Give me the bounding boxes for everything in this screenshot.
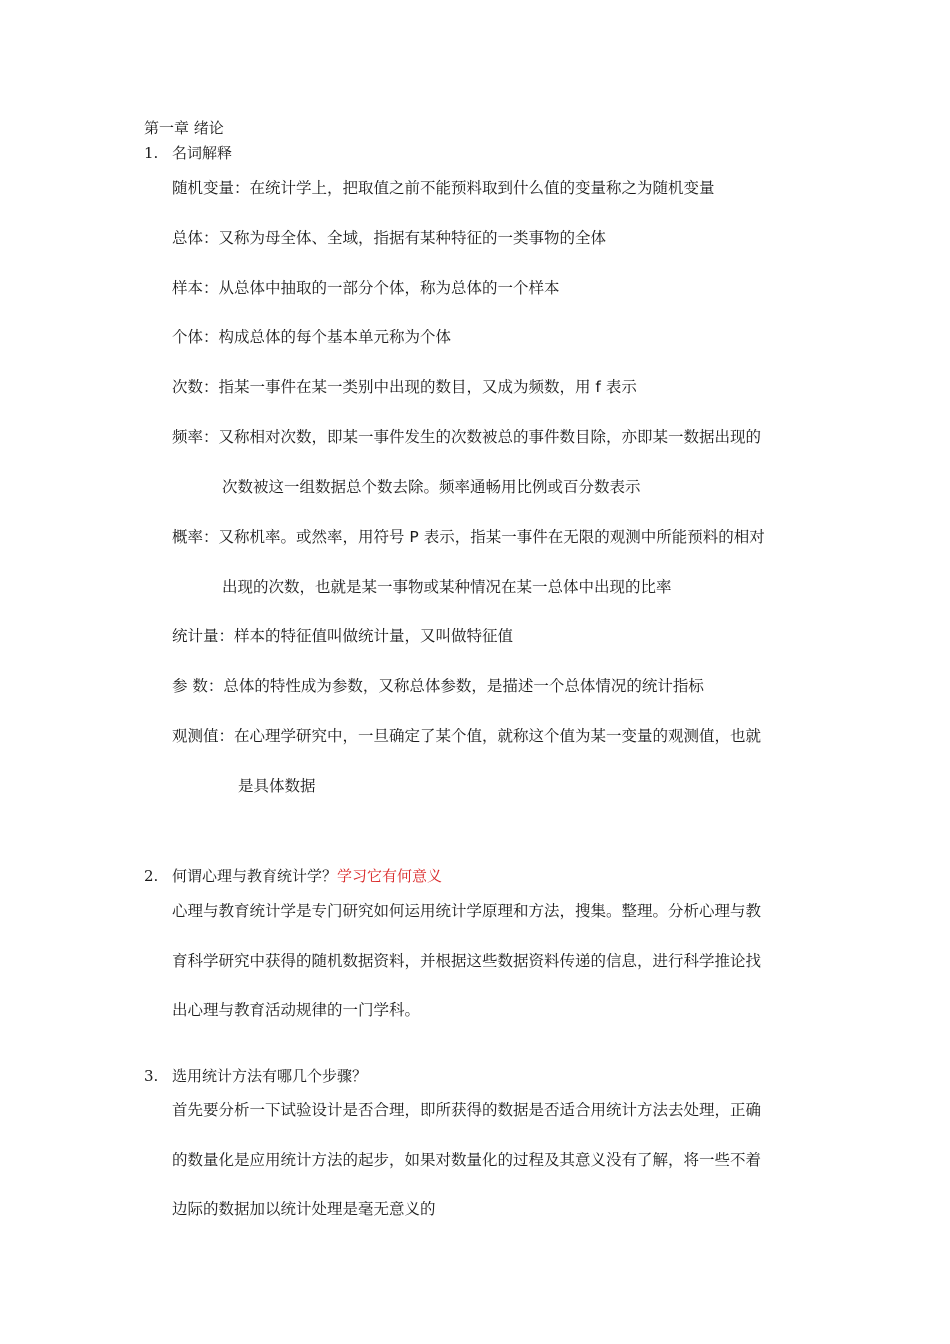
section-3-paragraph-line-1: 首先要分析一下试验设计是否合理，即所获得的数据是否适合用统计方法去处理，正确 — [172, 1101, 762, 1119]
section-3-paragraph-line-3: 边际的数据加以统计处理是毫无意义的 — [172, 1200, 436, 1218]
definition-population: 总体：又称为母全体、全域，指据有某种特征的一类事物的全体 — [172, 229, 607, 247]
definition-relative-frequency: 频率：又称相对次数，即某一事件发生的次数被总的事件数目除，亦即某一数据出现的 — [172, 428, 762, 446]
section-2-number: 2. — [144, 867, 159, 885]
definition-random-variable: 随机变量：在统计学上，把取值之前不能预料取到什么值的变量称之为随机变量 — [172, 179, 715, 197]
section-3-number: 3. — [144, 1067, 159, 1085]
definition-probability-cont: 出现的次数，也就是某一事物或某种情况在某一总体中出现的比率 — [222, 578, 672, 596]
section-1-title: 名词解释 — [172, 144, 233, 162]
chapter-title: 第一章 绪论 — [144, 119, 224, 137]
definition-parameter: 参 数：总体的特性成为参数，又称总体参数，是描述一个总体情况的统计指标 — [172, 677, 704, 695]
definition-observed-value: 观测值：在心理学研究中，一旦确定了某个值，就称这个值为某一变量的观测值，也就 — [172, 727, 762, 745]
definition-frequency-count: 次数：指某一事件在某一类别中出现的数目，又成为频数，用 f 表示 — [172, 378, 637, 396]
definition-statistic: 统计量：样本的特征值叫做统计量，又叫做特征值 — [172, 627, 514, 645]
definition-individual: 个体：构成总体的每个基本单元称为个体 — [172, 328, 452, 346]
section-2-paragraph-line-3: 出心理与教育活动规律的一门学科。 — [172, 1001, 421, 1019]
definition-relative-frequency-cont: 次数被这一组数据总个数去除。频率通畅用比例或百分数表示 — [222, 478, 641, 496]
section-1-heading — [144, 143, 232, 163]
section-1-number: 1. — [144, 144, 159, 162]
section-2-heading — [144, 866, 442, 886]
section-3-title: 选用统计方法有哪几个步骤？ — [172, 1067, 368, 1085]
definition-probability: 概率：又称机率。或然率，用符号 P 表示，指某一事件在无限的观测中所能预料的相对 — [172, 528, 765, 546]
section-2-paragraph-line-2: 育科学研究中获得的随机数据资料，并根据这些数据资料传递的信息，进行科学推论找 — [172, 952, 762, 970]
section-3-paragraph-line-2: 的数量化是应用统计方法的起步，如果对数量化的过程及其意义没有了解，将一些不着 — [172, 1151, 762, 1169]
section-3-heading — [144, 1066, 367, 1086]
section-2-paragraph-line-1: 心理与教育统计学是专门研究如何运用统计学原理和方法，搜集。整理。分析心理与教 — [172, 902, 762, 920]
definition-observed-value-cont: 是具体数据 — [238, 777, 316, 795]
section-2-title-highlight: 学习它有何意义 — [337, 867, 443, 885]
section-2-title: 何谓心理与教育统计学？ — [172, 867, 338, 885]
definition-sample: 样本：从总体中抽取的一部分个体，称为总体的一个样本 — [172, 279, 560, 297]
